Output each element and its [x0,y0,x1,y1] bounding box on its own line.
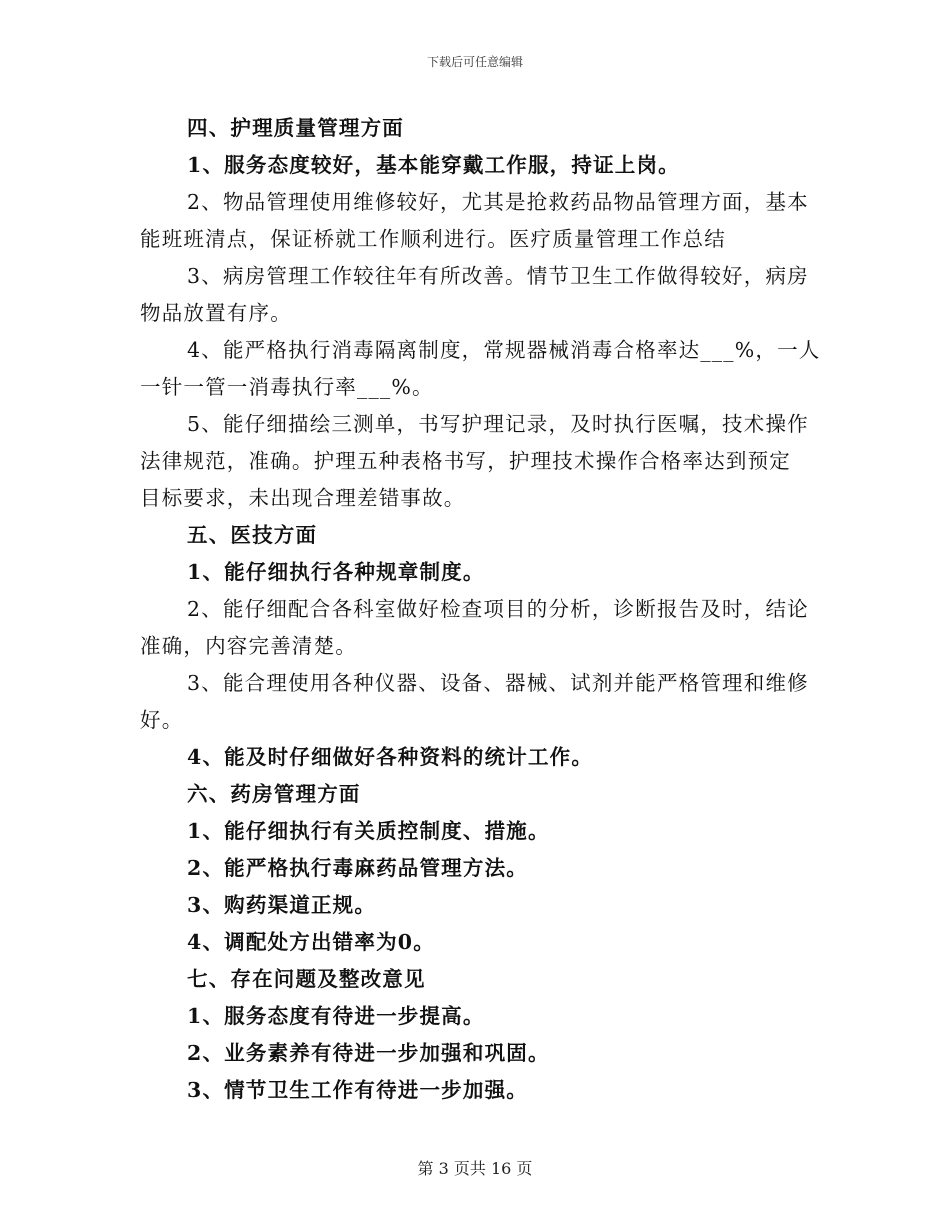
paragraph [140,924,812,961]
paragraph [140,961,812,998]
paragraph [140,554,812,591]
paragraph [140,665,812,739]
text-line: 2、物品管理使用维修较好，尤其是抢救药品物品管理方面，基本 [187,190,809,214]
text-line: 1、能仔细执行各种规章制度。 [187,560,485,584]
text-line: 3、能合理使用各种仪器、设备、器械、试剂并能严格管理和维修 [187,671,809,695]
paragraph [140,147,812,184]
text-line: 能班班清点，保证桥就工作顺利进行。医疗质量管理工作总结 [140,227,726,251]
paragraph [140,998,812,1035]
text-line: 1、服务态度较好，基本能穿戴工作服，持证上岗。 [187,153,680,177]
text-line: 2、业务素养有待进一步加强和巩固。 [187,1041,550,1065]
page-footer: 第 3 页共 16 页 [417,1159,533,1178]
text-line: 1、服务态度有待进一步提高。 [187,1004,485,1028]
paragraph [140,813,812,850]
text-line: 4、调配处方出错率为0。 [187,930,435,954]
text-line: 好。 [140,708,184,732]
paragraph [140,850,812,887]
text-line: 2、能严格执行毒麻药品管理方法。 [187,856,528,880]
paragraph [140,591,812,665]
paragraph [140,776,812,813]
text-line: 一针一管一消毒执行率___%。 [140,375,434,399]
text-line: 六、药房管理方面 [187,782,361,806]
text-line: 3、病房管理工作较往年有所改善。情节卫生工作做得较好，病房 [187,264,809,288]
text-line: 4、能及时仔细做好各种资料的统计工作。 [187,745,594,769]
text-line: 5、能仔细描绘三测单，书写护理记录，及时执行医嘱，技术操作 [187,412,809,436]
paragraph [140,406,812,517]
text-line: 3、情节卫生工作有待进一步加强。 [187,1078,528,1102]
paragraph [140,258,812,332]
paragraph [140,1072,812,1109]
text-line: 准确，内容完善清楚。 [140,634,357,658]
text-line: 四、护理质量管理方面 [187,116,404,140]
document-body [140,110,821,1109]
text-line: 目标要求，未出现合理差错事故。 [140,486,466,510]
text-line: 1、能仔细执行有关质控制度、措施。 [187,819,550,843]
text-line: 2、能仔细配合各科室做好检查项目的分析，诊断报告及时，结论 [187,597,809,621]
paragraph [140,887,812,924]
paragraph [140,739,812,776]
text-line: 3、购药渠道正规。 [187,893,377,917]
text-line: 4、能严格执行消毒隔离制度，常规器械消毒合格率达___%，一人 [187,338,821,362]
text-line: 五、医技方面 [187,523,318,547]
page-header: 下载后可任意编辑 [426,55,523,69]
paragraph [140,110,812,147]
paragraph [140,184,812,258]
paragraph [140,517,812,554]
paragraph [140,1035,812,1072]
text-line: 物品放置有序。 [140,301,292,325]
text-line: 法律规范，准确。护理五种表格书写，护理技术操作合格率达到预定 [140,449,791,473]
paragraph [140,332,821,406]
text-line: 七、存在问题及整改意见 [187,967,426,991]
